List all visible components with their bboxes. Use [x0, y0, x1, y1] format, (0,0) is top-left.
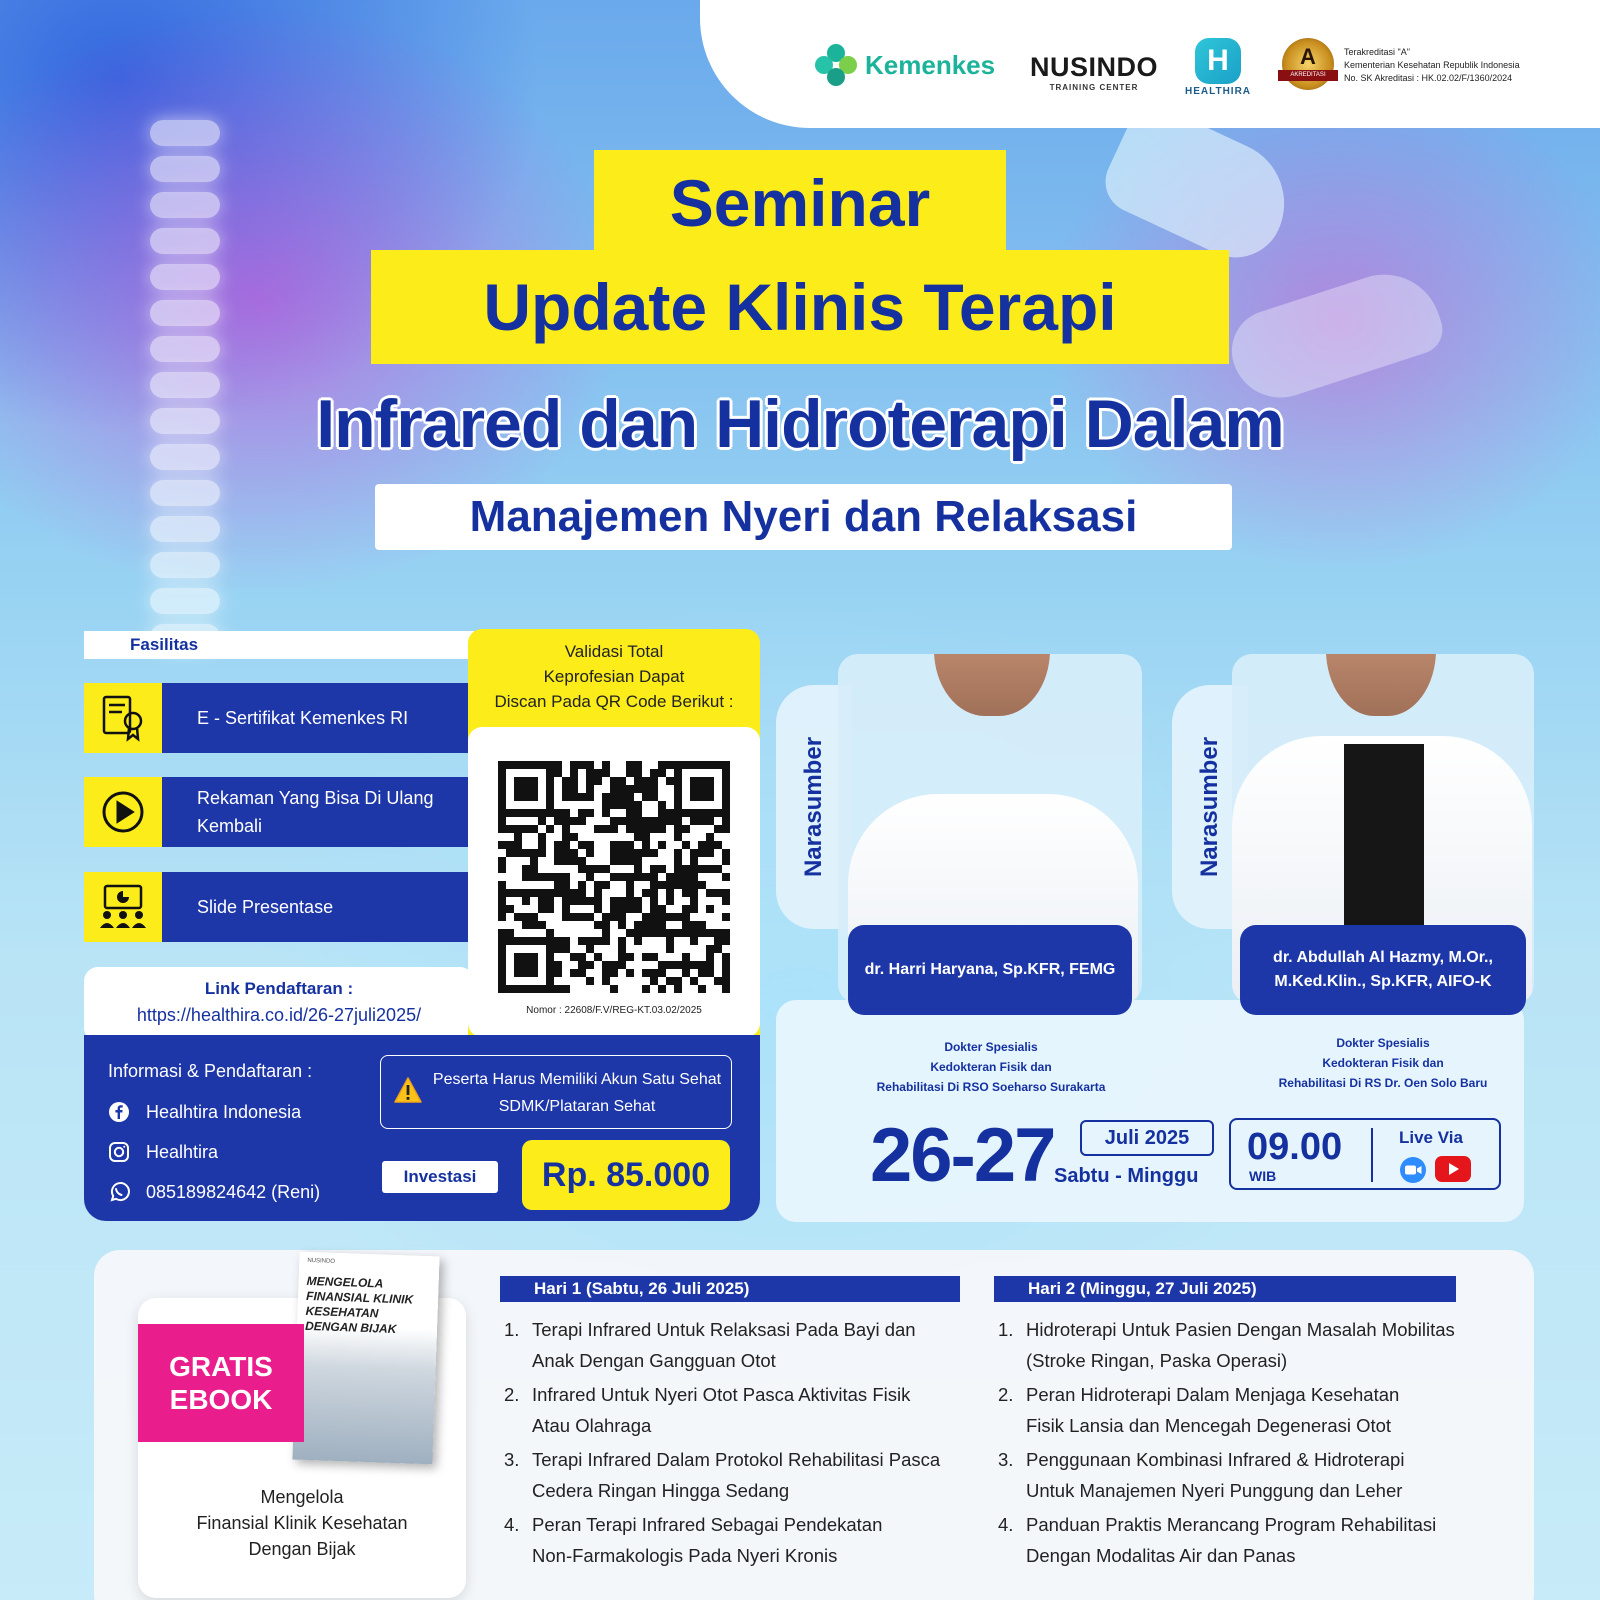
- kemenkes-mark-icon: [815, 44, 857, 86]
- youtube-icon: [1435, 1156, 1471, 1182]
- account-warning: Peserta Harus Memiliki Akun Satu Sehat SDMK/Plataran Sehat: [380, 1055, 732, 1129]
- certificate-icon: [84, 683, 162, 753]
- ebook-cover: NUSINDO MENGELOLA FINANSIAL KLINIK KESEHATAN DENGAN BIJAK: [292, 1252, 439, 1465]
- contact-facebook[interactable]: Healhtira Indonesia: [108, 1101, 301, 1123]
- day2-heading: Hari 2 (Minggu, 27 Juli 2025): [994, 1276, 1456, 1302]
- day1-heading: Hari 1 (Sabtu, 26 Juli 2025): [500, 1276, 960, 1302]
- qr-heading: Validasi Total Keprofesian Dapat Discan Pada QR Code Berikut :: [494, 642, 734, 711]
- title-infrared: Infrared dan Hidroterapi Dalam: [316, 386, 1284, 462]
- qr-code-icon[interactable]: [498, 761, 730, 993]
- event-time-box: [1229, 1118, 1501, 1190]
- program-section: [94, 1250, 1534, 1600]
- event-time: 09.00: [1247, 1126, 1343, 1168]
- facility-slides: [84, 872, 474, 942]
- list-item: 1. Terapi Infrared Untuk Relaksasi Pada Bayi dan Anak Dengan Gangguan Otot: [504, 1319, 916, 1371]
- facility-certificate: [84, 683, 474, 753]
- healthira-mark-icon: H: [1195, 38, 1241, 84]
- contact-instagram[interactable]: Healhtira: [108, 1141, 218, 1163]
- kemenkes-logo: [815, 44, 995, 86]
- facility-label: E - Sertifikat Kemenkes RI: [197, 708, 409, 728]
- title-update: Update Klinis Terapi: [371, 250, 1229, 364]
- qr-registration-number: Nomor : 22608/F.V/REG-KT.03.02/2025: [526, 1005, 702, 1016]
- facility-label: Slide Presentase: [197, 897, 334, 917]
- registration-link-url[interactable]: https://healthira.co.id/26-27juli2025/: [136, 1005, 422, 1025]
- facilities-label: Fasilitas: [84, 631, 474, 659]
- accreditation-text: Terakreditasi "A" Kementerian Kesehatan Republik Indonesia No. SK Akreditasi : HK.02.02/F/1360/2024: [1344, 47, 1520, 83]
- presentation-icon: [84, 872, 162, 942]
- event-days: Sabtu - Minggu: [1054, 1165, 1199, 1187]
- list-item: 4. Peran Terapi Infrared Sebagai Pendekatan Non-Farmakologis Pada Nyeri Kronis: [504, 1514, 883, 1566]
- ebook-title: Mengelola Finansial Klinik Kesehatan Dengan Bijak: [196, 1487, 408, 1559]
- ebook-card: [138, 1257, 466, 1598]
- healthira-name: HEALTHIRA: [1185, 86, 1252, 97]
- event-month: Juli 2025: [1080, 1120, 1214, 1156]
- zoom-icon: [1399, 1156, 1427, 1184]
- list-item: 3. Terapi Infrared Dalam Protokol Rehabilitasi Pasca Cedera Ringan Hingga Sedang: [504, 1449, 941, 1501]
- instagram-icon: [108, 1141, 130, 1163]
- speaker-description-1: Dokter Spesialis Kedokteran Fisik dan Rehabilitasi Di RSO Soeharso Surakarta: [876, 1040, 1106, 1094]
- registration-link-label: Link Pendaftaran :: [204, 979, 354, 998]
- info-title: Informasi & Pendaftaran :: [108, 1061, 313, 1081]
- play-icon: [84, 777, 162, 847]
- day1-list: [504, 1314, 984, 1574]
- list-item: 4. Panduan Praktis Merancang Program Rehabilitasi Dengan Modalitas Air dan Panas: [998, 1514, 1437, 1566]
- whatsapp-icon: [108, 1181, 130, 1203]
- registration-link-box[interactable]: [84, 967, 474, 1042]
- list-item: 2. Peran Hidroterapi Dalam Menjaga Kesehatan Fisik Lansia dan Mencegah Degenerasi Otot: [998, 1384, 1400, 1436]
- live-via-label: Live Via: [1399, 1128, 1463, 1147]
- facility-label: Rekaman Yang Bisa Di Ulang Kembali: [197, 788, 434, 836]
- day2-list: [998, 1314, 1508, 1574]
- list-item: 2. Infrared Untuk Nyeri Otot Pasca Aktivitas Fisik Atau Olahraga: [504, 1384, 911, 1436]
- speaker-name-2: dr. Abdullah Al Hazmy, M.Or., M.Ked.Klin., Sp.KFR, AIFO-K: [1240, 925, 1526, 1015]
- list-item: 3. Penggunaan Kombinasi Infrared & Hidroterapi Untuk Manajemen Nyeri Punggung dan Leher: [998, 1449, 1405, 1501]
- info-panel: [84, 1035, 760, 1221]
- event-dates: 26-27: [870, 1113, 1055, 1198]
- facility-recording: [84, 777, 474, 847]
- warning-icon: [393, 1076, 423, 1104]
- nusindo-subtitle: TRAINING CENTER: [1049, 83, 1139, 92]
- nusindo-name: NUSINDO: [1030, 52, 1159, 82]
- list-item: 1. Hidroterapi Untuk Pasien Dengan Masalah Mobilitas (Stroke Ringan, Paska Operasi): [998, 1319, 1455, 1371]
- facebook-icon: [108, 1101, 130, 1123]
- accreditation-seal: A AKREDITASI: [1282, 38, 1334, 90]
- investment-label: Investasi: [382, 1161, 498, 1193]
- title-seminar: Seminar: [594, 150, 1006, 256]
- qr-card: [468, 629, 760, 1037]
- nusindo-logo: [1030, 52, 1158, 92]
- price-tag: Rp. 85.000: [522, 1140, 730, 1210]
- speaker-role-tab: Narasumber: [776, 685, 852, 929]
- event-timezone: WIB: [1249, 1168, 1277, 1184]
- contact-whatsapp[interactable]: 085189824642 (Reni): [108, 1181, 320, 1203]
- title-manajemen: Manajemen Nyeri dan Relaksasi: [375, 484, 1232, 550]
- speaker-name-1: dr. Harri Haryana, Sp.KFR, FEMG: [848, 925, 1132, 1015]
- speaker-description-2: Dokter Spesialis Kedokteran Fisik dan Rehabilitasi Di RS Dr. Oen Solo Baru: [1278, 1036, 1488, 1090]
- healthira-logo: [1185, 38, 1251, 97]
- kemenkes-name: Kemenkes: [865, 49, 996, 80]
- free-ebook-badge: GRATIS EBOOK: [138, 1324, 304, 1442]
- speaker-role-tab: Narasumber: [1172, 685, 1248, 929]
- qr-code-panel: [468, 727, 760, 1037]
